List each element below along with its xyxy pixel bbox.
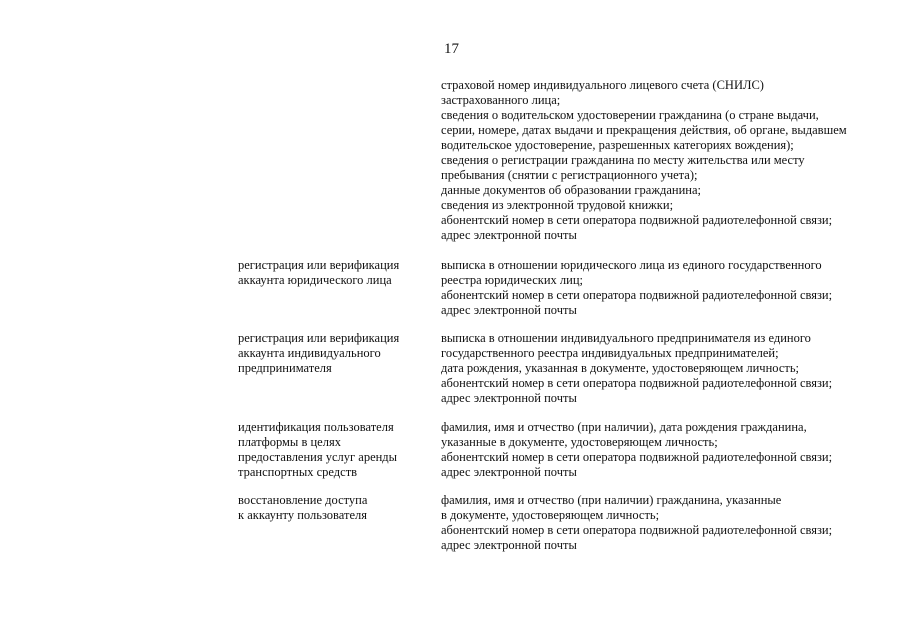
row-3-data-line-1: выписка в отношении индивидуального предпринимателя из единого <box>441 331 811 345</box>
row-3-purpose-line-2: аккаунта индивидуального <box>238 346 381 360</box>
row-4-purpose-line-3: предоставления услуг аренды <box>238 450 398 464</box>
row-2-purpose <box>238 258 399 288</box>
row-4-data <box>441 420 832 480</box>
row-1-data-line-11: адрес электронной почты <box>441 228 577 242</box>
row-4-data-line-1: фамилия, имя и отчество (при наличии), дата рождения гражданина, <box>441 420 807 434</box>
page-number: 17 <box>444 41 459 57</box>
row-5-purpose <box>238 493 367 523</box>
row-2-data-line-3: абонентский номер в сети оператора подвижной радиотелефонной связи; <box>441 288 833 302</box>
row-1-data-line-8: данные документов об образовании гражданина; <box>441 183 701 197</box>
row-4-purpose-line-4: транспортных средств <box>238 465 358 479</box>
row-1-data-line-9: сведения из электронной трудовой книжки; <box>441 198 674 212</box>
row-3-data-line-3: дата рождения, указанная в документе, удостоверяющем личность; <box>441 361 800 375</box>
row-4-data-line-3: абонентский номер в сети оператора подвижной радиотелефонной связи; <box>441 450 833 464</box>
row-1-data-line-10: абонентский номер в сети оператора подвижной радиотелефонной связи; <box>441 213 833 227</box>
row-5-data-line-4: адрес электронной почты <box>441 538 577 552</box>
row-5-purpose-line-2: к аккаунту пользователя <box>238 508 368 522</box>
row-3-data <box>441 331 832 406</box>
row-2-purpose-line-1: регистрация или верификация <box>238 258 400 272</box>
row-1-data-line-6: сведения о регистрации гражданина по месту жительства или месту <box>441 153 805 167</box>
row-2-data-line-1: выписка в отношении юридического лица из единого государственного <box>441 258 822 272</box>
row-1-data-line-4: серии, номере, датах выдачи и прекращения действия, об органе, выдавшем <box>441 123 847 137</box>
row-3-purpose-line-1: регистрация или верификация <box>238 331 400 345</box>
row-1-data <box>441 78 847 243</box>
row-1-data-line-3: сведения о водительском удостоверении гражданина (о стране выдачи, <box>441 108 819 122</box>
row-2-purpose-line-2: аккаунта юридического лица <box>238 273 392 287</box>
row-5-data <box>441 493 832 553</box>
row-3-data-line-4: абонентский номер в сети оператора подвижной радиотелефонной связи; <box>441 376 833 390</box>
row-4-purpose-line-2: платформы в целях <box>238 435 341 449</box>
row-1-data-line-5: водительское удостоверение, разрешенных категориях вождения); <box>441 138 794 152</box>
row-5-purpose-line-1: восстановление доступа <box>238 493 368 507</box>
row-1-data-line-1: страховой номер индивидуального лицевого счета (СНИЛС) <box>441 78 764 92</box>
row-4-data-line-2: указанные в документе, удостоверяющем личность; <box>441 435 718 449</box>
row-2-data-line-2: реестра юридических лиц; <box>441 273 583 287</box>
row-4-data-line-4: адрес электронной почты <box>441 465 577 479</box>
row-5-data-line-1: фамилия, имя и отчество (при наличии) гражданина, указанные <box>441 493 782 507</box>
row-3-purpose <box>238 331 399 376</box>
row-2-data <box>441 258 832 318</box>
row-3-purpose-line-3: предпринимателя <box>238 361 332 375</box>
row-3-data-line-5: адрес электронной почты <box>441 391 577 405</box>
row-5-data-line-2: в документе, удостоверяющем личность; <box>441 508 660 522</box>
row-1-data-line-7: пребывания (снятии с регистрационного учета); <box>441 168 698 182</box>
row-4-purpose <box>238 420 397 480</box>
row-3-data-line-2: государственного реестра индивидуальных предпринимателей; <box>441 346 779 360</box>
row-2-data-line-4: адрес электронной почты <box>441 303 577 317</box>
row-1-data-line-2: застрахованного лица; <box>441 93 561 107</box>
row-5-data-line-3: абонентский номер в сети оператора подвижной радиотелефонной связи; <box>441 523 833 537</box>
row-4-purpose-line-1: идентификация пользователя <box>238 420 394 434</box>
